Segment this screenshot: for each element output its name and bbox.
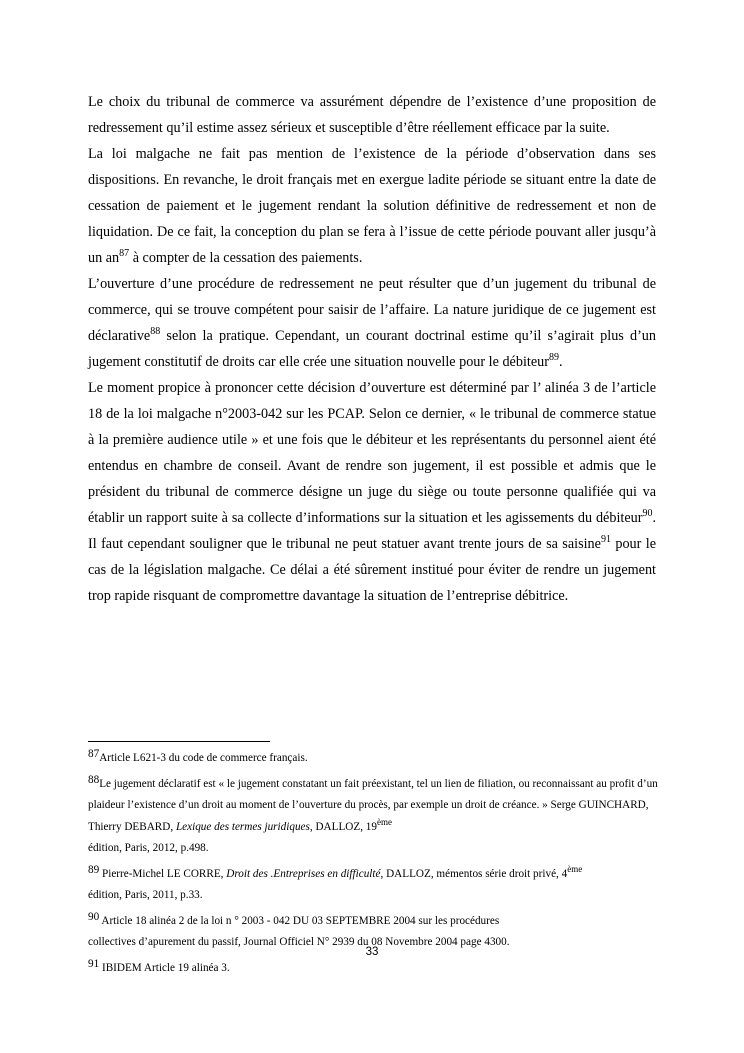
paragraph-1 (88, 89, 656, 141)
paragraph-text: selon la pratique. Cependant, un courant doctrinal estime qu’il s’agirait plus d’un jugement constitutif de droits car elle crée une situation nouvelle pour le débiteur (88, 328, 656, 370)
footnote-text: , DALLOZ, 19 (309, 820, 377, 833)
footnote-number: 87 (88, 748, 100, 760)
footnote-text: collectives d’apurement du passif, Journal Officiel N° 2939 du 08 Novembre 2004 page 4300. (88, 936, 510, 948)
footnote-number: 91 (88, 957, 100, 970)
footnote-title: Lexique des termes juridiques (175, 820, 310, 833)
footnote-ref-90[interactable]: 90 (642, 508, 653, 519)
paragraph-text: pour le cas de la législation malgache. Ce délai a été sûrement institué pour éviter de rendre un jugement trop rapide risquant de compromettre davantage la situation de l’entreprise débitrice. (88, 536, 657, 604)
footnote-separator (88, 741, 270, 742)
footnote-text: IBIDEM Article 19 alinéa 3. (99, 961, 230, 974)
footnote-superscript: ème (376, 816, 392, 827)
page-number: 33 (365, 946, 379, 958)
paragraph-text: L’ouverture d’une procédure de redressement ne peut résulter que d’un jugement du tribunal de commerce, qui se trouve compétent pour saisir de l’affaire. La nature juridique de ce jugement est déclarative (88, 276, 656, 344)
footnote-ref-88[interactable]: 88 (150, 326, 161, 337)
paragraph-text: . (558, 354, 563, 370)
footnote-text: Pierre-Michel LE CORRE, (99, 867, 227, 880)
paragraph-text: Le choix du tribunal de commerce va assurément dépendre de l’existence d’une proposition de redressement qu’il estime assez sérieux et susceptible d’être réellement efficace par la suite. (88, 94, 656, 136)
footnote-title: Droit des .Entreprises en difficulté (226, 867, 381, 880)
footnote-text: Article 18 alinéa 2 de la loi n ° 2003 - 042 DU 03 SEPTEMBRE 2004 sur les procédures (99, 914, 500, 927)
footnotes (88, 744, 660, 979)
footnote-number: 89 (88, 863, 100, 876)
body-text (88, 89, 656, 609)
footnote-text: Article L621-3 du code de commerce français. (99, 752, 308, 764)
footnote-ref-91[interactable]: 91 (600, 534, 611, 545)
footnote-text: édition, Paris, 2011, p.33. (88, 889, 203, 901)
footnote-ref-89[interactable]: 89 (548, 352, 559, 363)
paragraph-3 (88, 271, 656, 375)
footnote-88 (88, 770, 660, 860)
paragraph-2 (88, 141, 656, 271)
footnote-ref-87[interactable]: 87 (119, 248, 130, 259)
paragraph-text: Le moment propice à prononcer cette décision d’ouverture est déterminé par l’ alinéa 3 de l’article 18 de la loi malgache n°2003-042 sur les PCAP. Selon ce dernier, « le tribunal de commerce statue à la première audience utile » et une fois que le débiteur et les représentants du personnel aient été entendus en chambre de conseil. Avant de rendre son jugement, il est possible et admis que le président du tribunal de commerce désigne un juge du siège ou toute personne qualifiée qui va établir un rapport suite à sa collecte d’informations sur la situation et les agissements du débiteur (88, 380, 656, 526)
footnote-87 (88, 744, 660, 770)
footnote-superscript: ème (567, 863, 583, 874)
paragraph-text: à compter de la cessation des paiements. (129, 250, 363, 266)
paragraph-text: La loi malgache ne fait pas mention de l’existence de la période d’observation dans ses dispositions. En revanche, le droit français met en exergue ladite période se situant entre la date de cessation de paiement et le jugement rendant la solution définitive de redressement et non de liquidation. De ce fait, la conception du plan se fera à l’issue de cette période pouvant aller jusqu’à un an (88, 146, 656, 266)
footnote-number: 88 (88, 773, 100, 786)
footnote-89 (88, 860, 660, 907)
paragraph-text: . Il faut cependant souligner que le tribunal ne peut statuer avant trente jours de sa saisine (88, 510, 656, 552)
footnote-number: 90 (88, 910, 100, 923)
paragraph-4 (88, 375, 656, 609)
footnote-text: Le jugement déclaratif est « le jugement constatant un fait préexistant, tel un lien de filiation, ou reconnaissant au profit d’un plaideur l’existence d’un droit au moment de l’ouverture du procès, par exemple un droit de créance. » Serge GUINCHARD, Thierry DEBARD, (88, 777, 658, 833)
footnote-text: édition, Paris, 2012, p.498. (88, 842, 209, 854)
footnote-text: , DALLOZ, mémentos série droit privé, 4 (380, 867, 568, 880)
